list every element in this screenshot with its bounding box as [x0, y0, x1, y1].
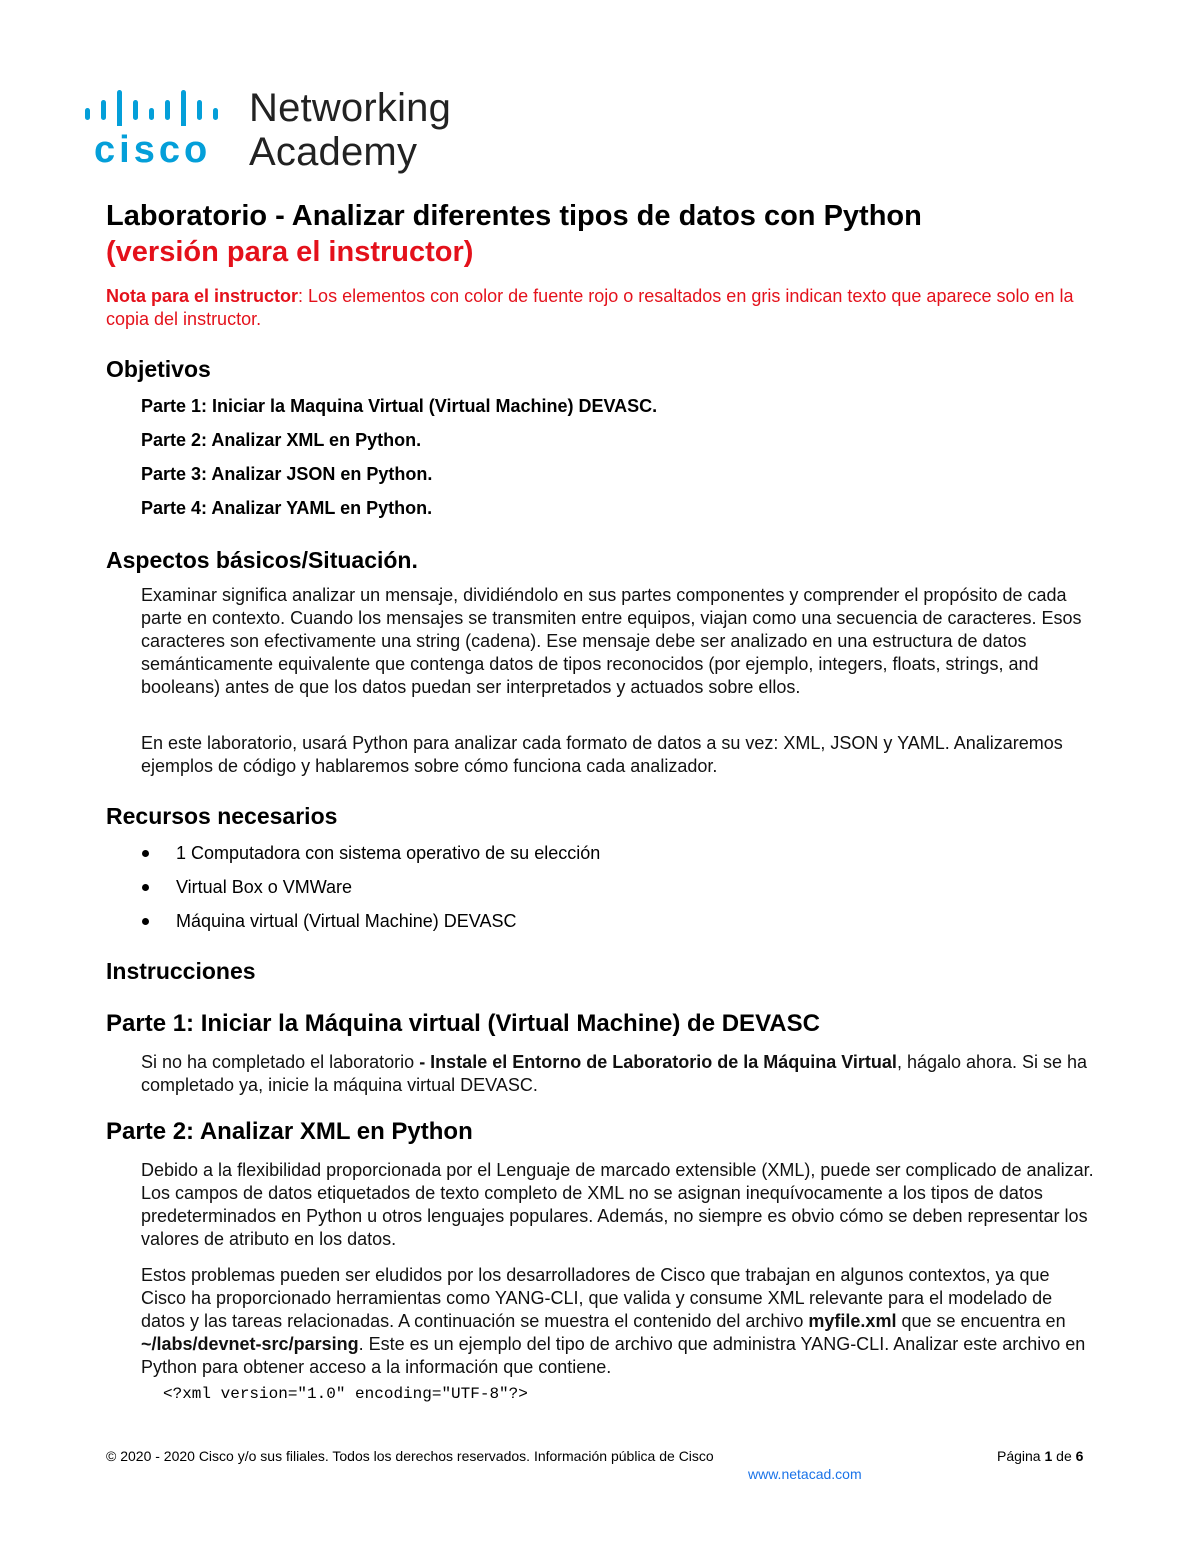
page-title: [106, 198, 1106, 270]
objectives-list: [141, 394, 657, 530]
objectives-heading: Objetivos: [106, 356, 211, 382]
objective-item: Parte 2: Analizar XML en Python.: [141, 430, 422, 450]
list-item: Máquina virtual (Virtual Machine) DEVASC: [141, 909, 600, 943]
objective-item: Parte 4: Analizar YAML en Python.: [141, 498, 433, 518]
background-heading: Aspectos básicos/Situación.: [106, 547, 418, 573]
cisco-bars-icon: [84, 86, 234, 126]
instructor-note: [106, 285, 1096, 331]
resources-list: [141, 841, 600, 943]
part2-paragraph-1: Debido a la flexibilidad proporcionada por el Lenguaje de marcado extensible (XML), puede ser complicado de analizar. Los campos de datos etiquetados de texto completo de XML no se asignan inequívocamente a los tipos de datos predeterminados en Python u otros lenguajes populares. Además, no siempre es obvio cómo se deben representar los valores de atributo en los datos.: [141, 1160, 1094, 1249]
title-subtitle: (versión para el instructor): [106, 236, 474, 268]
note-label: Nota para el instructor: [106, 286, 299, 306]
svg-text:cisco: cisco: [94, 130, 212, 170]
file-name: myfile.xml: [808, 1311, 897, 1331]
part2-heading: Parte 2: Analizar XML en Python: [106, 1118, 473, 1145]
resources-heading: Recursos necesarios: [106, 803, 338, 829]
background-paragraph-2: En este laboratorio, usará Python para analizar cada formato de datos a su vez: XML, JSON y YAML. Analizaremos ejemplos de código y hablaremos sobre cómo funciona cada analizador.: [141, 733, 1063, 776]
objective-item: Parte 1: Iniciar la Maquina Virtual (Virtual Machine) DEVASC.: [141, 396, 658, 416]
file-path: ~/labs/devnet-src/parsing: [141, 1334, 359, 1354]
instructions-heading: Instrucciones: [106, 958, 256, 984]
background-paragraph-1: Examinar significa analizar un mensaje, dividiéndolo en sus partes componentes y comprender el propósito de cada parte en contexto. Cuando los mensajes se transmiten entre equipos, viajan como una secuencia de caracteres. Esos caracteres son efectivamente una string (cadena). Ese mensaje debe ser analizado en una estructura de datos semánticamente equivalente que contenga datos de tipos reconocidos (por ejemplo, integers, floats, strings, and booleans) antes de que los datos puedan ser interpretados y actuados sobre ellos.: [141, 585, 1082, 697]
logo-line1: Networking: [249, 86, 452, 130]
objective-item: Parte 3: Analizar JSON en Python.: [141, 464, 433, 484]
logo-line2: Academy: [249, 130, 418, 174]
footer-copyright: © 2020 - 2020 Cisco y/o sus filiales. Todos los derechos reservados. Información pública de Cisco: [106, 1448, 714, 1464]
cisco-wordmark: [84, 130, 244, 170]
list-item: 1 Computadora con sistema operativo de su elección: [141, 841, 600, 875]
bullet-icon: [142, 918, 149, 925]
cisco-networking-academy-logo: [84, 86, 484, 181]
part1-paragraph: Si no ha completado el laboratorio - Instale el Entorno de Laboratorio de la Máquina Virtual, hágalo ahora. Si se ha completado ya, inicie la máquina virtual DEVASC.: [141, 1052, 1088, 1095]
title-main: Laboratorio - Analizar diferentes tipos de datos con Python: [106, 200, 922, 232]
lab-reference: - Instale el Entorno de Laboratorio de la Máquina Virtual: [419, 1052, 897, 1072]
part1-heading: Parte 1: Iniciar la Máquina virtual (Virtual Machine) de DEVASC: [106, 1010, 820, 1037]
list-item: Virtual Box o VMWare: [141, 875, 600, 909]
footer-url-link[interactable]: www.netacad.com: [748, 1466, 862, 1482]
logo-text: [249, 86, 451, 174]
code-line: <?xml version="1.0" encoding="UTF-8"?>: [163, 1385, 528, 1403]
footer-page-number: Página 1 de 6: [997, 1448, 1084, 1464]
note-text: : Los elementos con color de fuente rojo o resaltados en gris indican texto que aparece solo en la copia del instructor.: [106, 286, 1074, 329]
bullet-icon: [142, 850, 149, 857]
part2-paragraph-2: Estos problemas pueden ser eludidos por los desarrolladores de Cisco que trabajan en algunos contextos, ya que Cisco ha proporcionado herramientas como YANG-CLI, que valida y consume XML relevante para el modelado de datos y las tareas relacionadas. A continuación se muestra el contenido del archivo myfile.xml que se encuentra en ~/labs/devnet-src/parsing. Este es un ejemplo del tipo de archivo que administra YANG-CLI. Analizar este archivo en Python para obtener acceso a la información que contiene.: [141, 1265, 1086, 1377]
bullet-icon: [142, 884, 149, 891]
